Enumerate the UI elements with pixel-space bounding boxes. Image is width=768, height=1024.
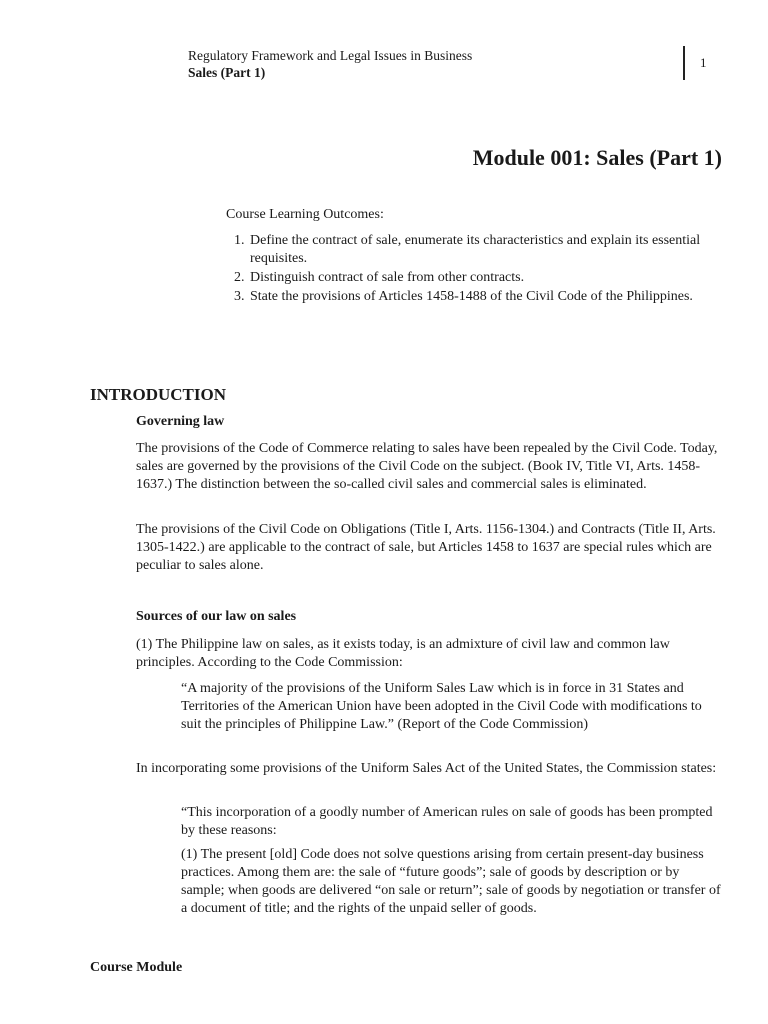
- sources-paragraph-1: [136, 636, 722, 678]
- page-number: 1: [700, 55, 707, 70]
- header-title: Regulatory Framework and Legal Issues in Business: [188, 48, 473, 63]
- governing-law-paragraph-2: [136, 521, 722, 581]
- paragraph-text: (1) The Philippine law on sales, as it exists today, is an admixture of civil law and common law principles. According to the Code Commission:: [136, 637, 670, 670]
- quote-text: “A majority of the provisions of the Uniform Sales Law which is in force in 31 States and Territories of the American Union have been adopted in the Civil Code with modifications to suit the principles of Philippine Law.” (Report of the Code Commission): [181, 681, 702, 732]
- learning-outcomes: [226, 206, 716, 307]
- block-quote-2: [181, 804, 721, 924]
- quote-text: (1) The present [old] Code does not solve questions arising from certain present-day business practices. Among them are: the sale of “future goods”; sale of goods by description or by sample; when goods are delivered “on sale or return”; sale of goods by negotiation or transfer of a document of title; and the rights of the unpaid seller of goods.: [181, 847, 721, 916]
- governing-law-paragraph-1: [136, 440, 722, 500]
- outcomes-label: Course Learning Outcomes:: [226, 207, 384, 222]
- outcome-item: 2. Distinguish contract of sale from other contracts.: [248, 269, 716, 287]
- governing-law-heading: Governing law: [136, 414, 225, 429]
- header-divider: [683, 46, 685, 80]
- paragraph-text: The provisions of the Civil Code on Obligations (Title I, Arts. 1156-1304.) and Contracts (Title II, Arts. 1305-1422.) are applicable to the contract of sale, but Articles 1458 to 1637 are special rules which are peculiar to sales alone.: [136, 522, 716, 573]
- sources-paragraph-2: [136, 760, 722, 784]
- block-quote-1: [181, 680, 721, 740]
- outcomes-list: [226, 232, 716, 306]
- introduction-heading: INTRODUCTION: [90, 385, 227, 404]
- outcome-item: 3. State the provisions of Articles 1458-1488 of the Civil Code of the Philippines.: [248, 288, 716, 306]
- module-title: Module 001: Sales (Part 1): [472, 145, 722, 170]
- paragraph-text: The provisions of the Code of Commerce relating to sales have been repealed by the Civil Code. Today, sales are governed by the provisions of the Civil Code on the subject. (Book IV, Title VI, Arts. 1458-1637.) The distinction between the so-called civil sales and commercial sales is eliminated.: [136, 441, 718, 492]
- paragraph-text: In incorporating some provisions of the Uniform Sales Act of the United States, the Commission states:: [136, 761, 717, 776]
- sources-heading: Sources of our law on sales: [136, 609, 297, 624]
- quote-text: “This incorporation of a goodly number of American rules on sale of goods has been prompted by these reasons:: [181, 805, 713, 838]
- header-subtitle: Sales (Part 1): [188, 65, 266, 80]
- outcome-item: 1. Define the contract of sale, enumerate its characteristics and explain its essential requisites.: [248, 232, 716, 268]
- footer-course-module: Course Module: [90, 960, 183, 975]
